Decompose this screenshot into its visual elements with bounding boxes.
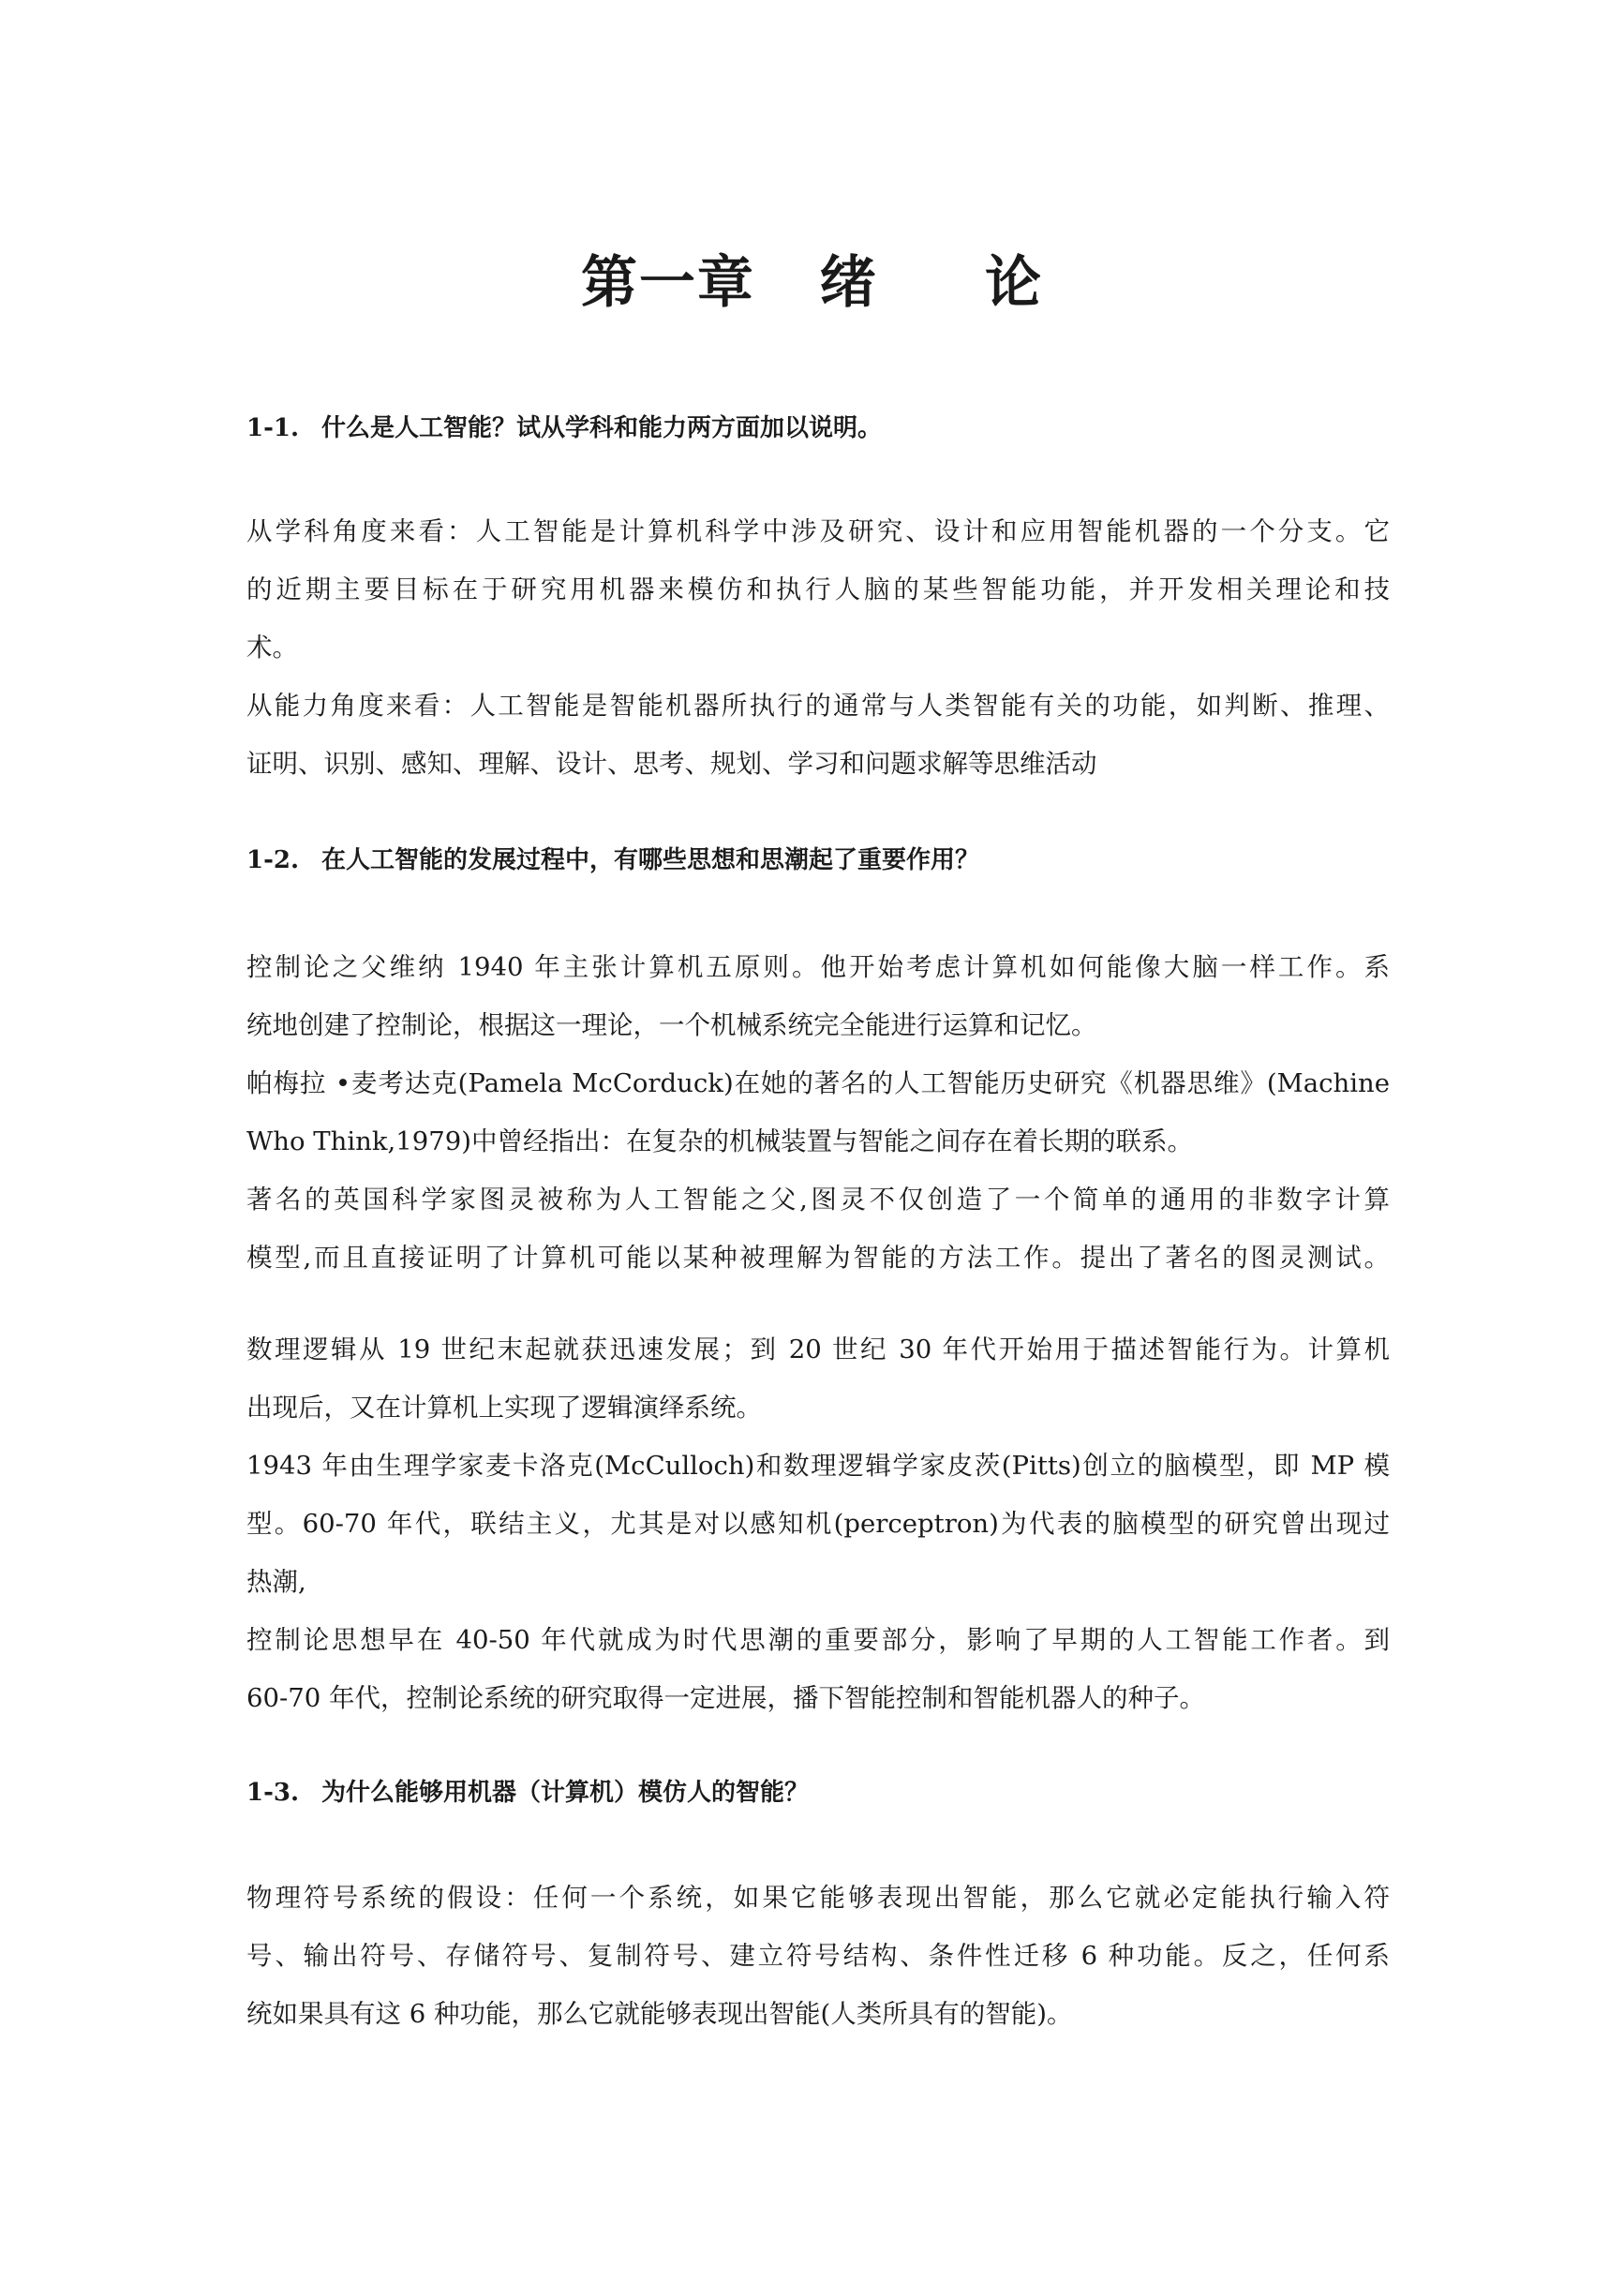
text-line: 术。 <box>246 633 298 663</box>
answer-paragraph <box>246 1869 1390 2043</box>
text-line: 从能力角度来看：人工智能是智能机器所执行的通常与人类智能有关的功能，如判断、推理、 <box>246 691 1390 721</box>
text-line: 统如果具有这 6 种功能，那么它就能够表现出智能(人类所具有的智能)。 <box>246 1999 1073 2029</box>
question-text: 在人工智能的发展过程中，有哪些思想和思潮起了重要作用？ <box>321 846 980 874</box>
question-text: 为什么能够用机器（计算机）模仿人的智能？ <box>321 1779 810 1807</box>
text-line: 控制论思想早在 40-50 年代就成为时代思潮的重要部分，影响了早期的人工智能工作者。到 <box>246 1625 1390 1655</box>
answer-paragraph <box>246 1437 1390 1611</box>
answer-paragraph <box>246 938 1390 1054</box>
text-line: 著名的英国科学家图灵被称为人工智能之父,图灵不仅创造了一个简单的通用的非数字计算 <box>246 1185 1390 1215</box>
text-line: 60-70 年代，控制论系统的研究取得一定进展，播下智能控制和智能机器人的种子。 <box>246 1683 1206 1713</box>
question-number: 1-3. <box>246 1779 300 1807</box>
text-line: 型。60-70 年代，联结主义，尤其是对以感知机(perceptron)为代表的脑模型的研究曾出现过 <box>246 1509 1390 1539</box>
answer-paragraph <box>246 677 1390 793</box>
text-line: 帕梅拉 •麦考达克(Pamela McCorduck)在她的著名的人工智能历史研究《机器思维》(Machine <box>246 1068 1390 1098</box>
text-line: 热潮, <box>246 1567 306 1597</box>
question-text: 什么是人工智能？试从学科和能力两方面加以说明。 <box>321 414 883 442</box>
answer-paragraph <box>246 1320 1390 1437</box>
answer-paragraph <box>246 1054 1390 1170</box>
text-line: 物理符号系统的假设：任何一个系统，如果它能够表现出智能，那么它就必定能执行输入符 <box>246 1883 1390 1913</box>
question-number: 1-2. <box>246 846 300 874</box>
chapter-title: 第一章 绪 论 <box>580 250 1044 316</box>
answer-paragraph <box>246 1170 1390 1287</box>
text-line: 控制论之父维纳 1940 年主张计算机五原则。他开始考虑计算机如何能像大脑一样工作。系 <box>246 952 1390 982</box>
text-line: 统地创建了控制论，根据这一理论，一个机械系统完全能进行运算和记忆。 <box>246 1010 1097 1040</box>
text-line: 1943 年由生理学家麦卡洛克(McCulloch)和数理逻辑学家皮茨(Pitts)创立的脑模型，即 MP 模 <box>246 1451 1390 1481</box>
text-line: 证明、识别、感知、理解、设计、思考、规划、学习和问题求解等思维活动 <box>246 749 1097 779</box>
question-heading-1-1 <box>246 410 882 447</box>
question-number: 1-1. <box>246 414 300 442</box>
question-heading-1-3 <box>246 1774 809 1811</box>
text-line: 从学科角度来看：人工智能是计算机科学中涉及研究、设计和应用智能机器的一个分支。它 <box>246 516 1390 546</box>
text-line: 的近期主要目标在于研究用机器来模仿和执行人脑的某些智能功能，并开发相关理论和技 <box>246 574 1390 604</box>
answer-paragraph <box>246 502 1390 677</box>
text-line: 模型,而且直接证明了计算机可能以某种被理解为智能的方法工作。提出了著名的图灵测试。 <box>246 1243 1390 1273</box>
answer-paragraph <box>246 1611 1390 1727</box>
question-heading-1-2 <box>246 842 979 879</box>
text-line: 数理逻辑从 19 世纪末起就获迅速发展；到 20 世纪 30 年代开始用于描述智能行为。计算机 <box>246 1334 1390 1364</box>
text-line: 出现后，又在计算机上实现了逻辑演绎系统。 <box>246 1393 762 1423</box>
text-line: 号、输出符号、存储符号、复制符号、建立符号结构、条件性迁移 6 种功能。反之，任何系 <box>246 1941 1390 1971</box>
text-line: Who Think,1979)中曾经指出：在复杂的机械装置与智能之间存在着长期的联系。 <box>246 1126 1193 1156</box>
